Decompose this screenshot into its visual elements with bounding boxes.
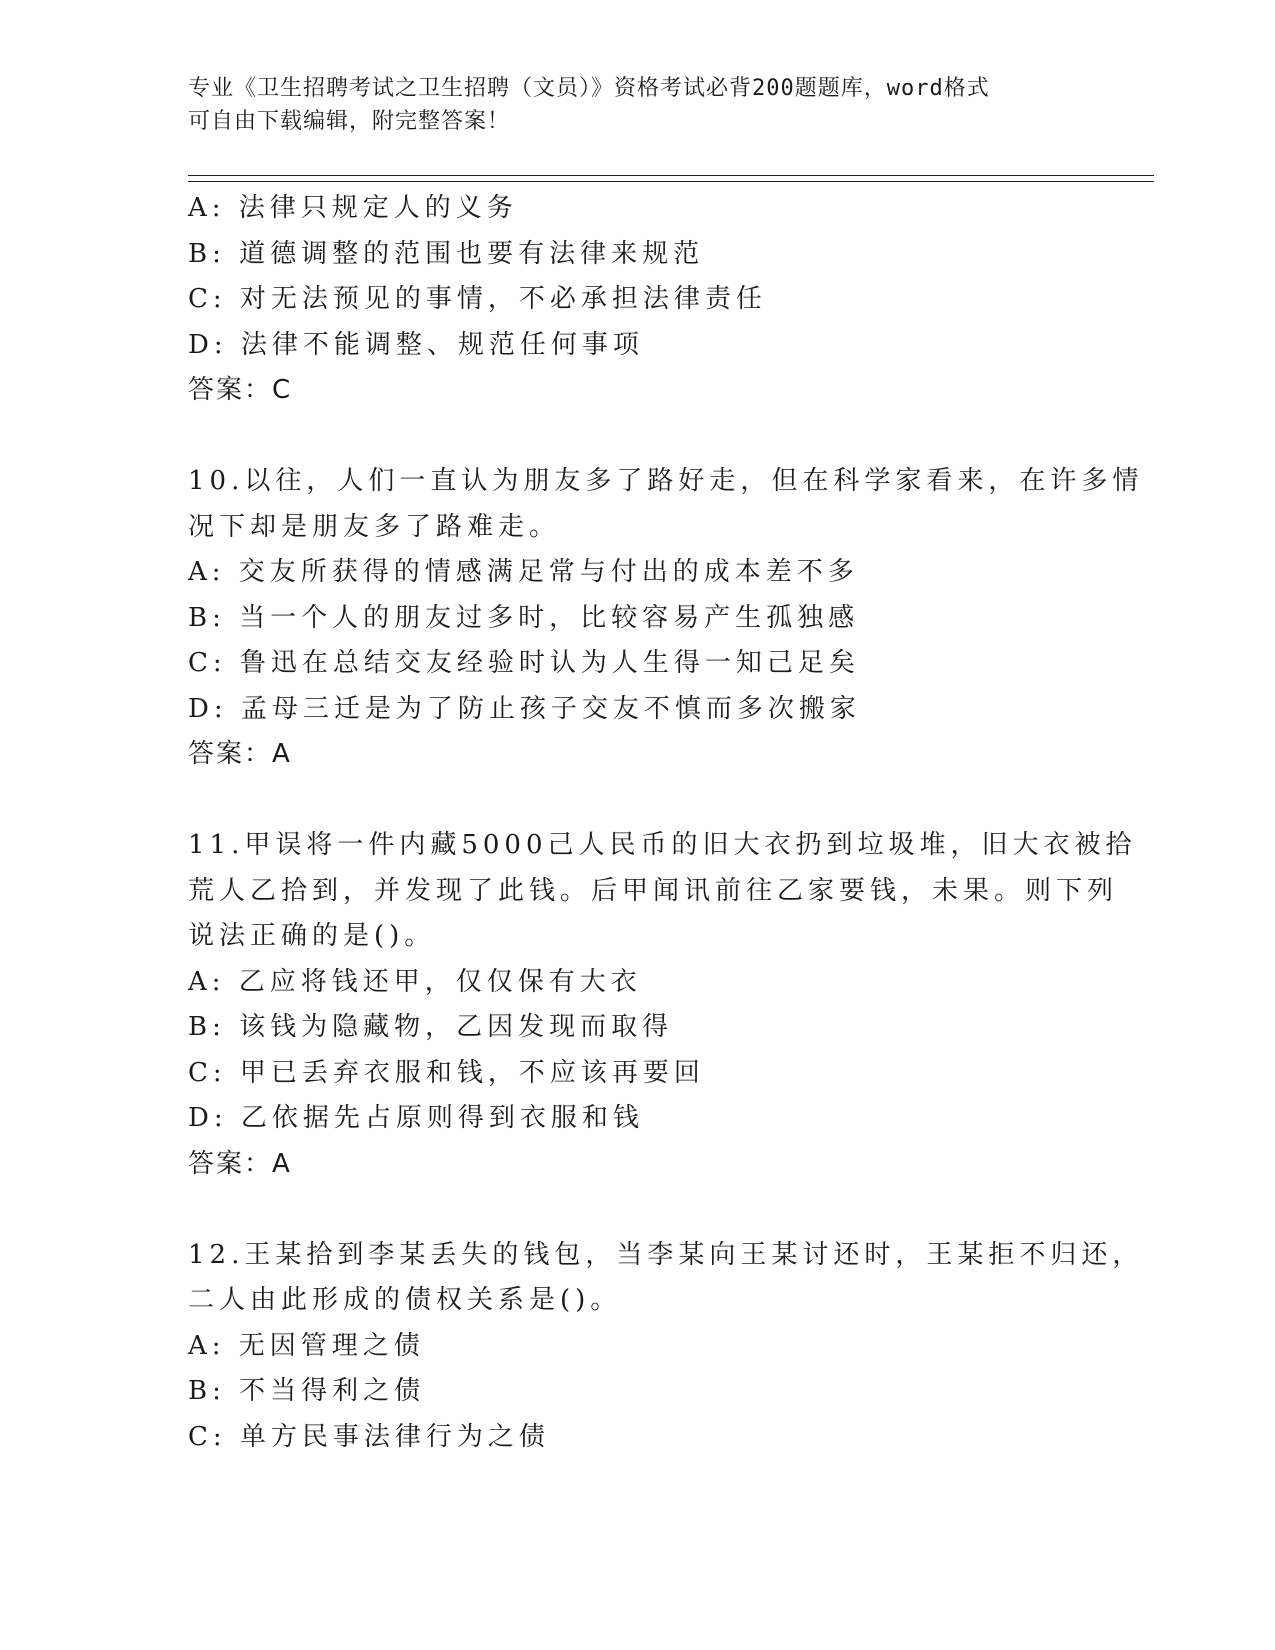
spacer [188,414,1088,460]
spacer [188,1187,1088,1233]
question-11 [188,823,1137,1187]
q12-option-b: B: 不当得利之债 [188,1376,426,1406]
q10-answer: 答案：A [188,739,292,769]
q12-option-c: C: 单方民事法律行为之债 [188,1421,550,1452]
question-10 [188,459,1144,778]
header-line-1: 专业《卫生招聘考试之卫生招聘（文员）》资格考试必背200题题库，word格式 [188,76,990,101]
q12-stem-line-1: 12.王某拾到李某丢失的钱包，当李某向王某讨还时，王某拒不归还， [188,1239,1144,1270]
q10-option-d: D: 孟母三迁是为了防止孩子交友不慎而多次搬家 [188,693,861,724]
q11-option-a: A: 乙应将钱还甲，仅仅保有大衣 [188,966,642,997]
q11-stem-line-2: 荒人乙拾到，并发现了此钱。后甲闻讯前往乙家要钱，未果。则下列 [188,875,1119,906]
q9-option-d: D: 法律不能调整、规范任何事项 [188,329,644,360]
q11-option-d: D: 乙依据先占原则得到衣服和钱 [188,1103,644,1133]
q10-option-a: A: 交友所获得的情感满足常与付出的成本差不多 [188,557,859,587]
header-rule-bottom [188,181,1154,182]
q12-option-a: A: 无因管理之债 [188,1330,425,1361]
q11-stem-line-1: 11.甲误将一件内藏5000己人民币的旧大衣扔到垃圾堆，旧大衣被拾 [188,830,1137,860]
q11-answer: 答案：A [188,1148,292,1179]
q9-answer: 答案：C [188,375,293,405]
spacer [188,778,1088,824]
q10-option-b: B: 当一个人的朋友过多时，比较容易产生孤独感 [188,602,860,633]
q10-stem-line-2: 况下却是朋友多了路难走。 [188,511,561,542]
header-line-2: 可自由下载编辑，附完整答案！ [188,109,511,134]
q9-option-c: C: 对无法预见的事情，不必承担法律责任 [188,284,767,314]
q11-option-b: B: 该钱为隐藏物，乙因发现而取得 [188,1012,674,1042]
document-header [188,72,1068,138]
q11-option-c: C: 甲已丢弃衣服和钱，不应该再要回 [188,1057,705,1088]
q12-stem-line-2: 二人由此形成的债权关系是()。 [188,1285,622,1315]
question-9 [188,186,1088,414]
q9-option-b: B: 道德调整的范围也要有法律来规范 [188,238,705,269]
q11-stem-line-3: 说法正确的是()。 [188,921,436,951]
header-rule-top [188,175,1154,176]
q10-stem-line-1: 10.以往，人们一直认为朋友多了路好走，但在科学家看来，在许多情 [188,466,1144,496]
q10-option-c: C: 鲁迅在总结交友经验时认为人生得一知己足矣 [188,648,860,678]
question-content [188,186,1144,1460]
question-12 [188,1233,1144,1461]
q9-option-a: A: 法律只规定人的义务 [188,193,518,223]
